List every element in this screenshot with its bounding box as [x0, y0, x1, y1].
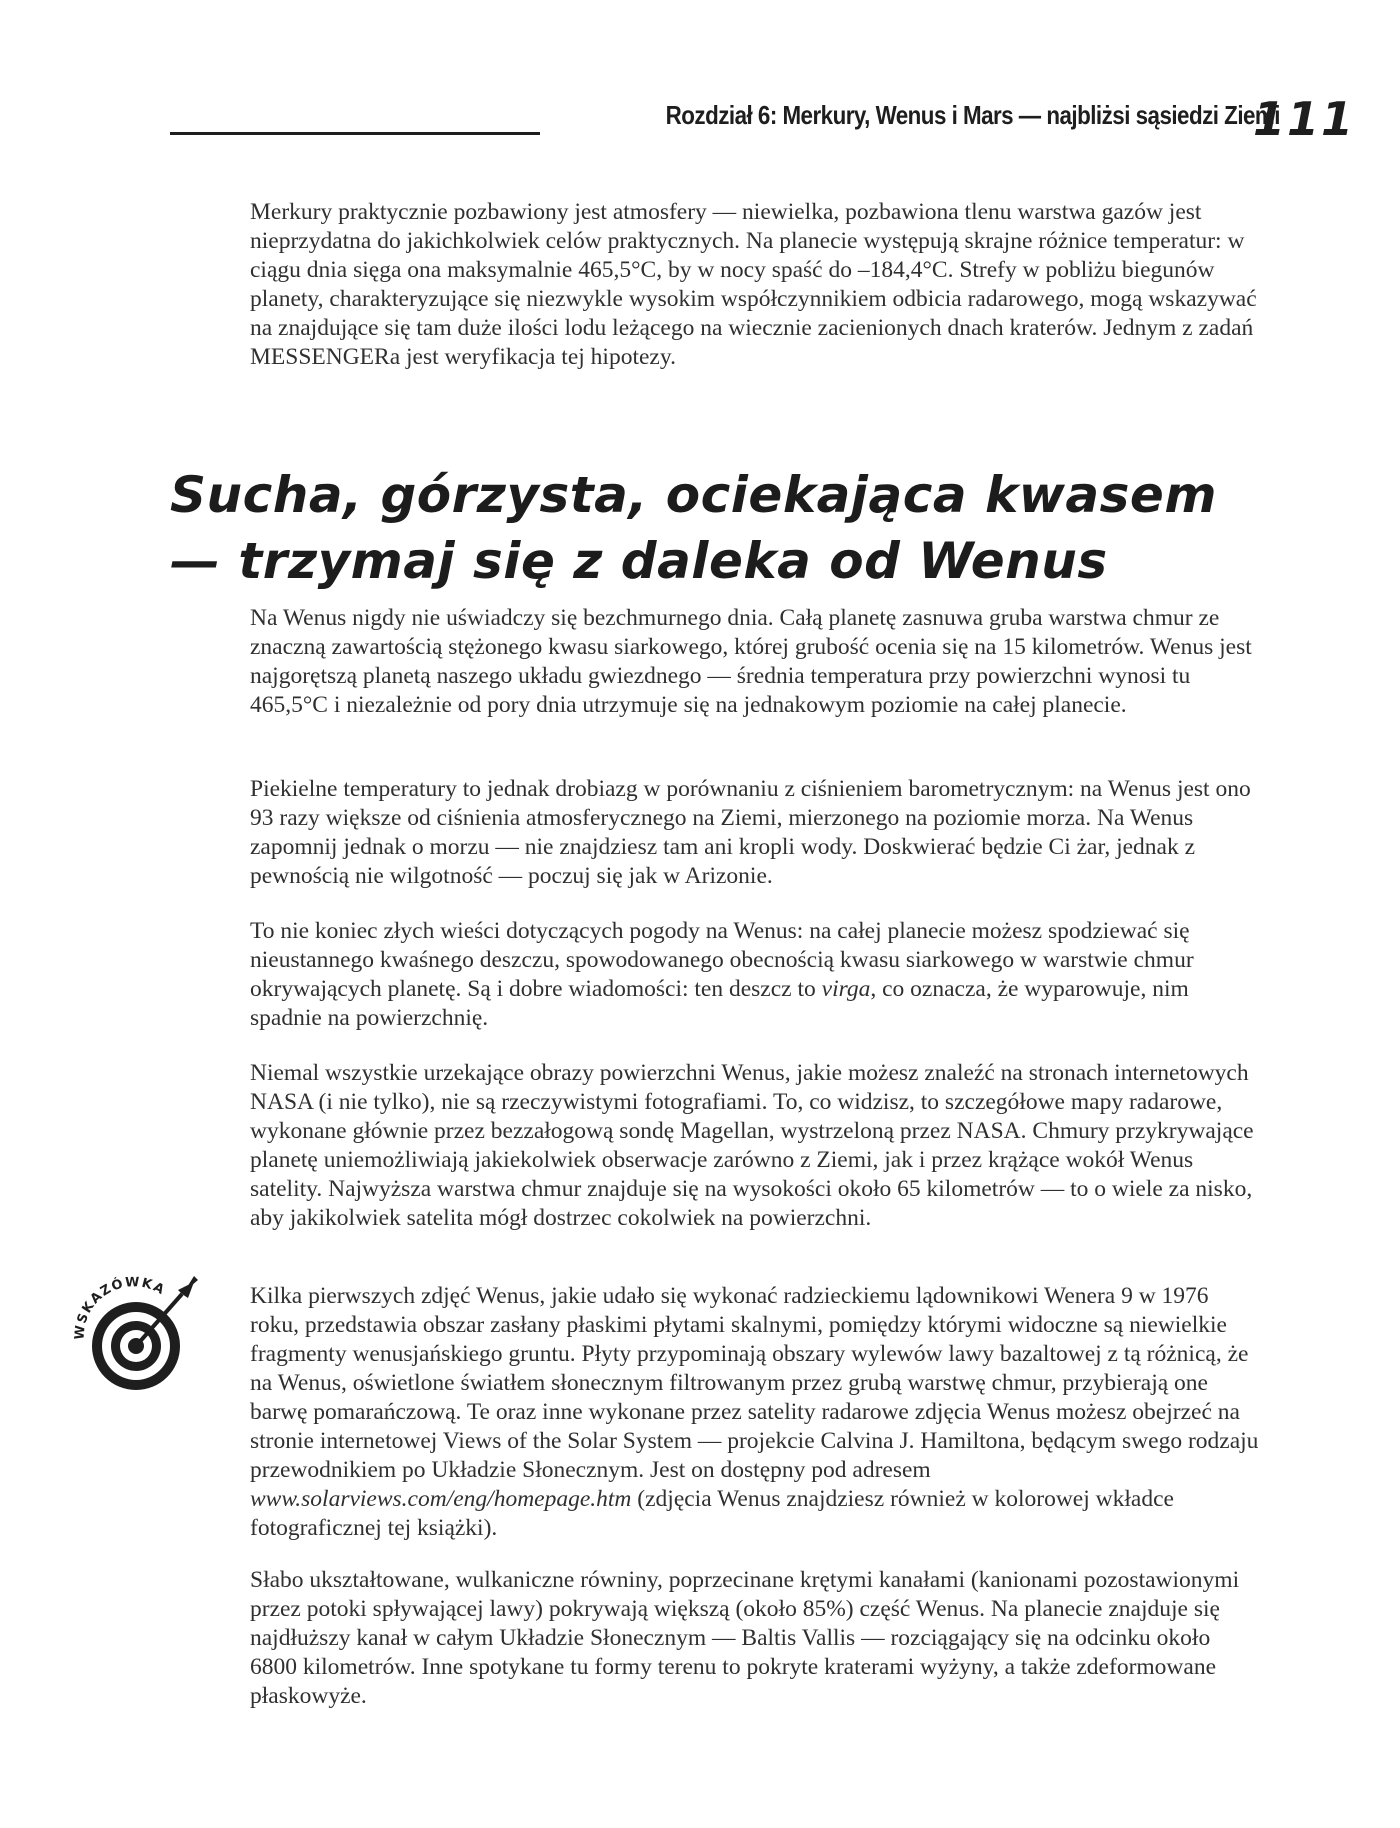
- paragraph-6: Słabo ukształtowane, wulkaniczne równiny, poprzecinane krętymi kanałami (kanionami pozostawionymi przez potoki spływającej lawy) pokrywają większą (około 85%) część Wenus. Na planecie znajduje się najdłuższy kanał w całym Układzie Słonecznym — Baltis Vallis — rozciągający się na odcinku około 6800 kilometrów. Inne spotykane tu formy terenu to pokryte kraterami wyżyny, a także zdeformowane płaskowyże.: [250, 1567, 1240, 1709]
- running-header: [170, 92, 1355, 148]
- paragraph-4: Niemal wszystkie urzekające obrazy powierzchni Wenus, jakie możesz znaleźć na stronach internetowych NASA (i nie tylko), nie są rzeczywistymi fotografiami. To, co widzisz, to szczegółowe mapy radarowe, wykonane głównie przez bezzałogową sondę Magellan, wystrzeloną przez NASA. Chmury przykrywające planetę uniemożliwiają jakiekolwiek obserwacje zarówno z Ziemi, jak i przez krążące wokół Wenus satelity. Najwyższa warstwa chmur znajduje się na wysokości około 65 kilometrów — to o wiele za nisko, aby jakikolwiek satelita mógł dostrzec cokolwiek na powierzchni.: [250, 1060, 1254, 1231]
- paragraph-3-text-a: To nie koniec złych wieści dotyczących pogody na Wenus: na całej planecie możesz spodziewać się nieustannego kwaśnego deszczu, spowodowanego obecnością kwasu siarkowego w warstwie chmur okrywających planetę. Są i dobre wiadomości: ten deszcz to: [250, 918, 1194, 1002]
- header-rule: [170, 132, 540, 135]
- paragraph-3-text-b: , co oznacza, że wyparowuje, nim spadnie na powierzchnię.: [250, 976, 1189, 1031]
- chapter-title: Rozdział 6: Merkury, Wenus i Mars — najbliżsi sąsiedzi Ziemi: [665, 100, 1280, 130]
- tip-icon: [70, 1268, 200, 1398]
- section-heading-line-2: — trzymaj się z daleka od Wenus: [170, 532, 1108, 590]
- section-heading-line-1: Sucha, górzysta, ociekająca kwasem: [170, 466, 1217, 524]
- section-heading: [170, 462, 1290, 594]
- paragraph-5-text-b: (zdjęcia Wenus znajdziesz również w kolorowej wkładce fotograficznej tej książki).: [250, 1486, 1174, 1541]
- paragraph-5-url[interactable]: www.solarviews.com/eng/homepage.htm: [250, 1486, 632, 1512]
- page-number: 111: [1252, 92, 1355, 146]
- paragraph-2: Piekielne temperatury to jednak drobiazg w porównaniu z ciśnieniem barometrycznym: na Wenus jest ono 93 razy większe od ciśnienia atmosferycznego na Ziemi, mierzonego na poziomie morza. Na Wenus zapomnij jednak o morzu — nie znajdziesz tam ani kropli wody. Doskwierać będzie Ci żar, jednak z pewnością nie wilgotność — poczuj się jak w Arizonie.: [250, 776, 1251, 889]
- paragraph-1: Na Wenus nigdy nie uświadczy się bezchmurnego dnia. Całą planetę zasnuwa gruba warstwa chmur ze znaczną zawartością stężonego kwasu siarkowego, której grubość ocenia się na 15 kilometrów. Wenus jest najgorętszą planetą naszego układu gwiezdnego — średnia temperatura przy powierzchni wynosi tu 465,5°C i niezależnie od pory dnia utrzymuje się na jednakowym poziomie na całej planecie.: [250, 605, 1252, 718]
- intro-paragraph: Merkury praktycznie pozbawiony jest atmosfery — niewielka, pozbawiona tlenu warstwa gazów jest nieprzydatna do jakichkolwiek celów praktycznych. Na planecie występują skrajne różnice temperatur: w ciągu dnia sięga ona maksymalnie 465,5°C, by w nocy spaść do –184,4°C. Strefy w pobliżu biegunów planety, charakteryzujące się niezwykle wysokim współczynnikiem odbicia radarowego, mogą wskazywać na znajdujące się tam duże ilości lodu leżącego na wiecznie zacienionych dnach kraterów. Jednym z zadań MESSENGERa jest weryfikacja tej hipotezy.: [250, 199, 1257, 370]
- paragraph-5-text-a: Kilka pierwszych zdjęć Wenus, jakie udało się wykonać radzieckiemu lądownikowi Wenera 9 w 1976 roku, przedstawia obszar zasłany płaskimi płytami skalnymi, pomiędzy którymi widoczne są niewielkie fragmenty wenusjańskiego gruntu. Płyty przypominają obszary wylewów lawy bazaltowej z tą różnicą, że na Wenus, oświetlone światłem słonecznym filtrowanym przez grubą warstwę chmur, przybierają one barwę pomarańczową. Te oraz inne wykonane przez satelity radarowe zdjęcia Wenus możesz obejrzeć na stronie internetowej Views of the Solar System — projekcie Calvina J. Hamiltona, będącym swego rodzaju przewodnikiem po Układzie Słonecznym. Jest on dostępny pod adresem: [250, 1283, 1259, 1483]
- paragraph-3-italic-term: virga: [821, 976, 871, 1002]
- target-with-arrow-icon: [70, 1268, 200, 1398]
- paragraph-3: [250, 917, 1260, 1033]
- tip-label: WSKAZÓWKA: [72, 1275, 168, 1341]
- paragraph-5: [250, 1282, 1260, 1543]
